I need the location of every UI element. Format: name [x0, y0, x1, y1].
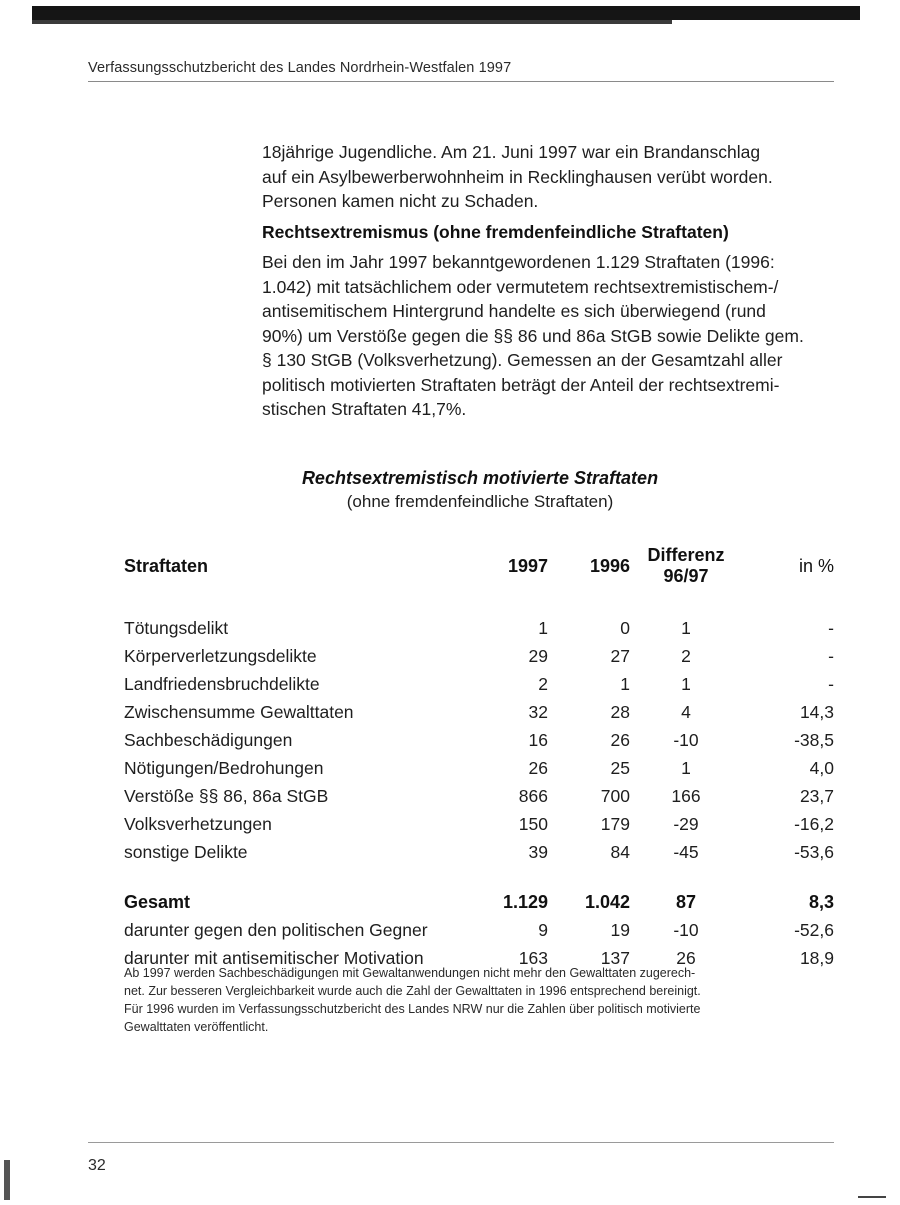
header-difference-line2: 96/97: [663, 566, 709, 586]
row-label: Körperverletzungsdelikte: [124, 645, 317, 666]
row-1997: 16: [528, 729, 548, 750]
footnote-line: Gewalttaten veröffentlicht.: [124, 1020, 269, 1034]
footer-rule: [88, 1142, 834, 1143]
row-diff: -29: [673, 813, 699, 834]
scan-right-edge: [858, 1196, 886, 1198]
section-line: 1.042) mit tatsächlichem oder vermutetem rechtsextremistischem-/: [262, 276, 779, 297]
footnote-line: Ab 1997 werden Sachbeschädigungen mit Gewaltanwendungen nicht mehr den Gewalttaten zugerech-: [124, 966, 696, 980]
running-header: Verfassungsschutzbericht des Landes Nordrhein-Westfalen 1997: [88, 60, 512, 76]
row-label: sonstige Delikte: [124, 841, 248, 862]
row-1997: 29: [528, 645, 548, 666]
scan-top-bar: [32, 6, 860, 20]
intro-paragraph: [262, 140, 842, 214]
row-label: Zwischensumme Gewalttaten: [124, 701, 354, 722]
total-diff: 87: [675, 891, 697, 912]
sub-row-1996: 137: [600, 947, 630, 968]
table-spacer: [124, 866, 834, 888]
table-header-row: [124, 538, 834, 594]
row-1996: 179: [600, 813, 630, 834]
sub-row-diff: 26: [676, 947, 696, 968]
row-pct: 23,7: [799, 785, 834, 806]
table-footnote: [124, 964, 836, 1036]
table-row: [124, 726, 834, 754]
row-pct: -: [828, 645, 834, 666]
section-heading: Rechtsextremismus (ohne fremdenfeindliche Straftaten): [262, 222, 729, 242]
header-difference-line1: Differenz: [647, 545, 725, 565]
intro-line: Personen kamen nicht zu Schaden.: [262, 191, 539, 211]
row-1997: 150: [518, 813, 548, 834]
table-row: [124, 642, 834, 670]
footnote-line: net. Zur besseren Vergleichbarkeit wurde auch die Zahl der Gewalttaten in 1996 entsprechend bereinigt.: [124, 984, 701, 998]
total-pct: 8,3: [808, 891, 834, 912]
sub-row: [124, 916, 834, 944]
sub-row-label: darunter gegen den politischen Gegner: [124, 919, 428, 940]
page-number: 32: [88, 1157, 106, 1174]
header-rule: [88, 81, 834, 82]
row-1996: 84: [610, 841, 630, 862]
row-1996: 27: [610, 645, 630, 666]
row-pct: 14,3: [799, 701, 834, 722]
section-line: antisemitischem Hintergrund handelte es sich überwiegend (rund: [262, 301, 766, 321]
row-1997: 2: [538, 673, 548, 694]
table-title: Rechtsextremistisch motivierte Straftaten: [301, 468, 659, 488]
sub-row-pct: -52,6: [794, 919, 834, 940]
sub-row-1997: 9: [538, 919, 548, 940]
row-pct: -: [828, 617, 834, 638]
row-diff: 1: [681, 757, 691, 778]
total-row: [124, 888, 834, 916]
row-1996: 700: [600, 785, 630, 806]
sub-row-diff: -10: [673, 919, 699, 940]
table-row: [124, 698, 834, 726]
sub-row-pct: 18,9: [799, 947, 834, 968]
row-diff: 1: [681, 617, 691, 638]
row-1997: 866: [518, 785, 548, 806]
section-line: 90%) um Verstöße gegen die §§ 86 und 86a StGB sowie Delikte gem.: [262, 325, 804, 346]
row-1997: 26: [528, 757, 548, 778]
header-1997: 1997: [507, 555, 548, 576]
section-line: stischen Straftaten 41,7%.: [262, 399, 467, 419]
row-label: Tötungsdelikt: [124, 617, 229, 638]
row-label: Nötigungen/Bedrohungen: [124, 757, 324, 778]
section-line: politisch motivierten Straftaten beträgt der Anteil der rechtsextremi-: [262, 374, 780, 395]
table-row: [124, 838, 834, 866]
header-1996: 1996: [589, 555, 630, 576]
row-label: Sachbeschädigungen: [124, 729, 293, 750]
row-label: Volksverhetzungen: [124, 813, 272, 834]
section-paragraph: [262, 250, 842, 422]
intro-line: 18jährige Jugendliche. Am 21. Juni 1997 war ein Brandanschlag: [262, 142, 761, 162]
row-diff: 1: [681, 673, 691, 694]
offense-statistics-table: [124, 538, 834, 972]
row-diff: -10: [673, 729, 699, 750]
intro-line: auf ein Asylbewerberwohnheim in Recklinghausen verübt worden.: [262, 166, 773, 187]
total-1996: 1.042: [584, 891, 630, 912]
footnote-line: Für 1996 wurden im Verfassungsschutzbericht des Landes NRW nur die Zahlen über politisch motivierte: [124, 1002, 701, 1016]
scan-left-edge: [4, 1160, 10, 1200]
header-offenses: Straftaten: [124, 555, 209, 576]
table-row: [124, 810, 834, 838]
row-1996: 0: [620, 617, 630, 638]
section-line: § 130 StGB (Volksverhetzung). Gemessen an der Gesamtzahl aller: [262, 350, 783, 370]
row-1996: 25: [610, 757, 630, 778]
row-1997: 1: [538, 617, 548, 638]
row-diff: -45: [673, 841, 699, 862]
row-1996: 28: [610, 701, 630, 722]
table-subtitle: (ohne fremdenfeindliche Straftaten): [346, 492, 614, 511]
row-diff: 166: [671, 785, 701, 806]
table-row: [124, 670, 834, 698]
sub-row-1996: 19: [610, 919, 630, 940]
row-label: Verstöße §§ 86, 86a StGB: [124, 785, 329, 806]
row-1997: 39: [528, 841, 548, 862]
row-1996: 26: [610, 729, 630, 750]
sub-row-label: darunter mit antisemitischer Motivation: [124, 947, 424, 968]
row-pct: 4,0: [809, 757, 834, 778]
total-1997: 1.129: [502, 891, 548, 912]
header-percent: in %: [798, 555, 834, 576]
row-diff: 2: [681, 645, 691, 666]
row-1997: 32: [528, 701, 548, 722]
row-1996: 1: [620, 673, 630, 694]
total-label: Gesamt: [124, 891, 191, 912]
table-row: [124, 782, 834, 810]
header-difference: [630, 538, 742, 594]
row-pct: -: [828, 673, 834, 694]
table-spacer: [124, 594, 834, 614]
table-row: [124, 614, 834, 642]
row-diff: 4: [681, 701, 691, 722]
row-pct: -16,2: [794, 813, 834, 834]
row-pct: -53,6: [794, 841, 834, 862]
table-row: [124, 754, 834, 782]
section-line: Bei den im Jahr 1997 bekanntgewordenen 1.129 Straftaten (1996:: [262, 252, 775, 272]
row-label: Landfriedensbruchdelikte: [124, 673, 320, 694]
sub-row-1997: 163: [518, 947, 548, 968]
row-pct: -38,5: [794, 729, 834, 750]
